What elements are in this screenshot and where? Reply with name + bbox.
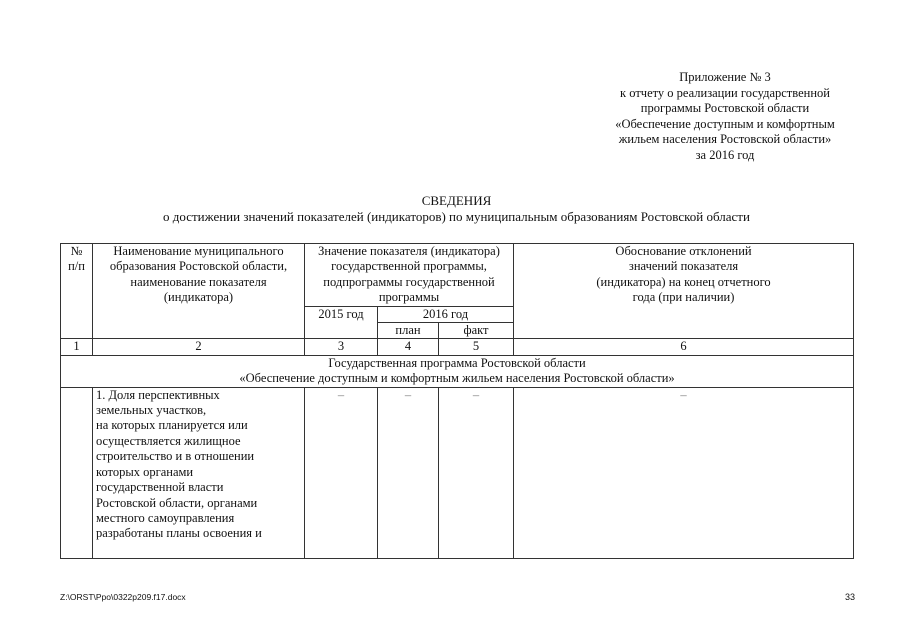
header-name: Наименование муниципального образования Ростовской области, наименование показателя (индикатора) (93, 244, 305, 339)
value-fact: – (439, 387, 514, 558)
header-num (61, 244, 93, 339)
header-value-group: Значение показателя (индикатора) государственной программы, подпрограммы государственной программы (305, 244, 514, 307)
indicator-name-line: строительство и в отношении (96, 449, 255, 464)
header-fact: факт (439, 323, 514, 339)
header-plan: план (378, 323, 439, 339)
column-number: 3 (305, 339, 378, 355)
table-row (61, 387, 854, 558)
header-num-abbr: п/п (68, 259, 85, 274)
column-number: 5 (439, 339, 514, 355)
value-plan: – (378, 387, 439, 558)
appendix-line: Приложение № 3 (679, 70, 771, 84)
appendix-line: программы Ростовской области (640, 101, 810, 115)
column-number: 4 (378, 339, 439, 355)
appendix-line: жильем населения Ростовской области» (618, 132, 832, 146)
indicator-name-line: осуществляется жилищное (96, 433, 241, 448)
column-number: 6 (514, 339, 854, 355)
indicators-table (60, 243, 854, 559)
appendix-line: «Обеспечение доступным и комфортным (615, 116, 835, 131)
indicator-name-line: 1. Доля перспективных (96, 387, 220, 402)
indicator-name-line: местного самоуправления (96, 510, 235, 525)
indicator-name-line: которых органами (96, 464, 194, 479)
document-subtitle: о достижении значений показателей (индикаторов) по муниципальным образованиям Ростовской области (163, 209, 750, 224)
program-title-row (61, 355, 854, 387)
value-2015: – (305, 387, 378, 558)
header-justification: Обоснование отклонений значений показателя (индикатора) на конец отчетного года (при наличии) (514, 244, 854, 339)
header-year-2015: 2015 год (305, 306, 378, 339)
column-number: 2 (93, 339, 305, 355)
header-num-symbol: № (70, 244, 83, 258)
indicator-name-line: Ростовской области, органами (96, 495, 258, 510)
footer-file-path: Z:\ORST\Ppo\0322p209.f17.docx (60, 592, 186, 602)
header-year-2016: 2016 год (378, 306, 514, 322)
indicator-name (93, 387, 305, 558)
column-number: 1 (61, 339, 93, 355)
indicator-name-line: на которых планируется или (96, 418, 248, 433)
document-heading (60, 193, 853, 225)
page-number: 33 (844, 592, 855, 602)
program-title-line: Государственная программа Ростовской области (328, 355, 586, 370)
program-title-line: «Обеспечение доступным и комфортным жильем населения Ростовской области» (239, 371, 675, 386)
document-title: СВЕДЕНИЯ (421, 193, 492, 208)
appendix-block (575, 70, 875, 163)
indicator-name-line: государственной власти (96, 480, 224, 495)
row-number-cell (61, 387, 93, 558)
indicator-name-line: разработаны планы освоения и (96, 526, 262, 541)
indicator-name-line: земельных участков, (96, 403, 207, 418)
appendix-line: к отчету о реализации государственной (620, 85, 830, 100)
appendix-line: за 2016 год (695, 147, 755, 162)
justification-value: – (514, 387, 854, 558)
